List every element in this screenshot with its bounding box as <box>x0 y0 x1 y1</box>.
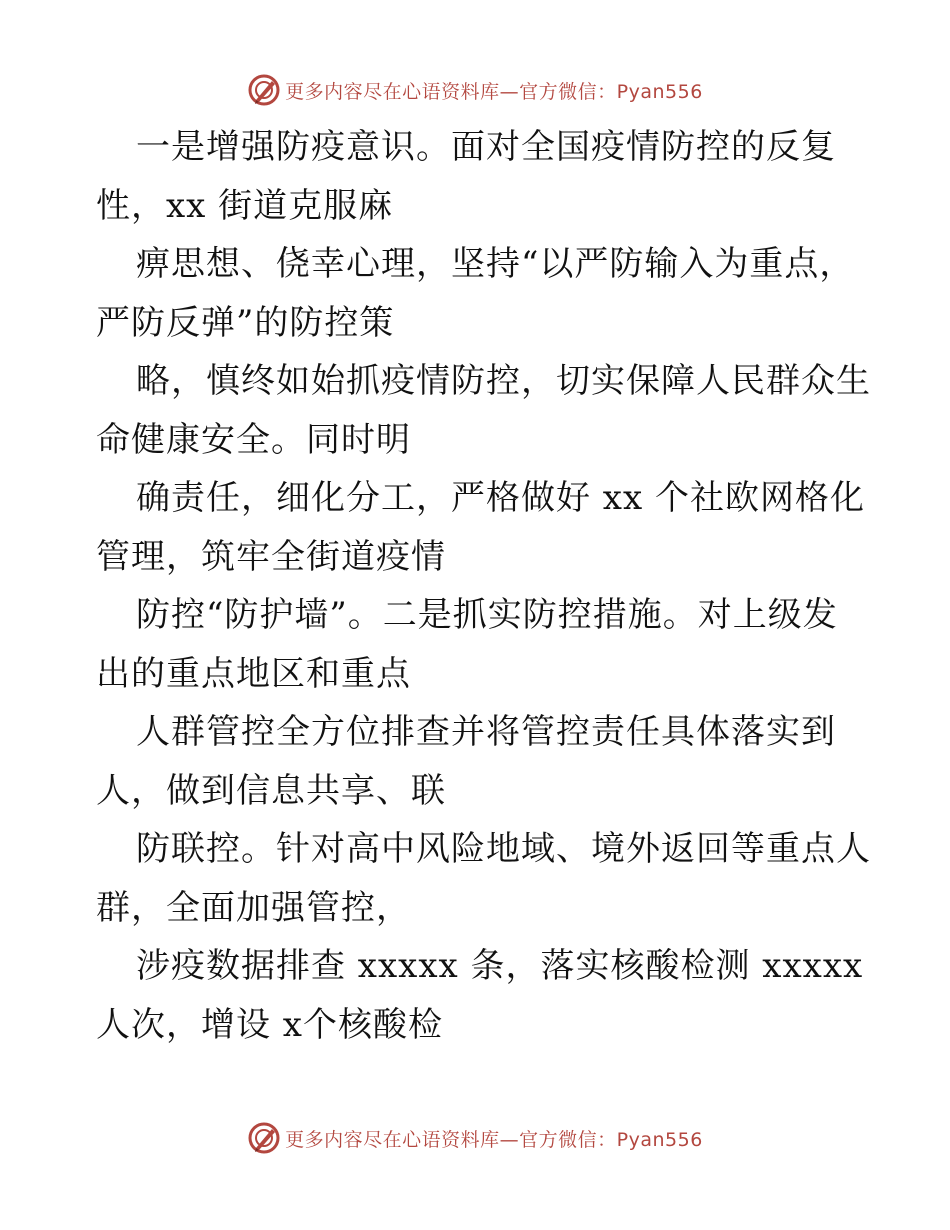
text-line: 痹思想、侥幸心理，坚持“以严防输入为重点， <box>136 244 855 284</box>
text-line: 一是增强防疫意识。面对全国疫情防控的反复 <box>136 127 836 167</box>
text-line: 出的重点地区和重点 <box>96 653 411 694</box>
text-line: 人次，增设 x个核酸检 <box>96 1004 443 1045</box>
text-line: 严防反弹”的防控策 <box>96 302 395 343</box>
text-line: 群，全面加强管控， <box>96 887 411 928</box>
text-line: 管理，筑牢全街道疫情 <box>96 536 446 577</box>
text-line: 人群管控全方位排查并将管控责任具体落实到 <box>136 712 836 752</box>
header-banner <box>0 70 950 110</box>
text-line: 命健康安全。同时明 <box>96 419 411 460</box>
footer-banner <box>0 1118 950 1158</box>
pen-logo-icon <box>247 1121 281 1155</box>
document-body <box>96 118 871 1054</box>
text-line: 防联控。针对高中风险地域、境外返回等重点人 <box>136 829 871 869</box>
text-line: 性，xx 街道克服麻 <box>96 185 394 226</box>
text-line: 确责任，细化分工，严格做好 xx 个社欧网格化 <box>136 478 865 518</box>
header-banner-text: 更多内容尽在心语资料库—官方微信：Pyan556 <box>285 80 703 103</box>
text-line: 防控“防护墙”。二是抓实防控措施。对上级发 <box>136 595 838 635</box>
text-line: 人，做到信息共享、联 <box>96 770 446 811</box>
footer-banner-text: 更多内容尽在心语资料库—官方微信：Pyan556 <box>285 1128 703 1151</box>
text-line: 涉疫数据排查 xxxxx 条，落实核酸检测 xxxxx <box>136 946 864 986</box>
text-line: 略，慎终如始抓疫情防控，切实保障人民群众生 <box>136 361 871 401</box>
pen-logo-icon <box>247 73 281 107</box>
